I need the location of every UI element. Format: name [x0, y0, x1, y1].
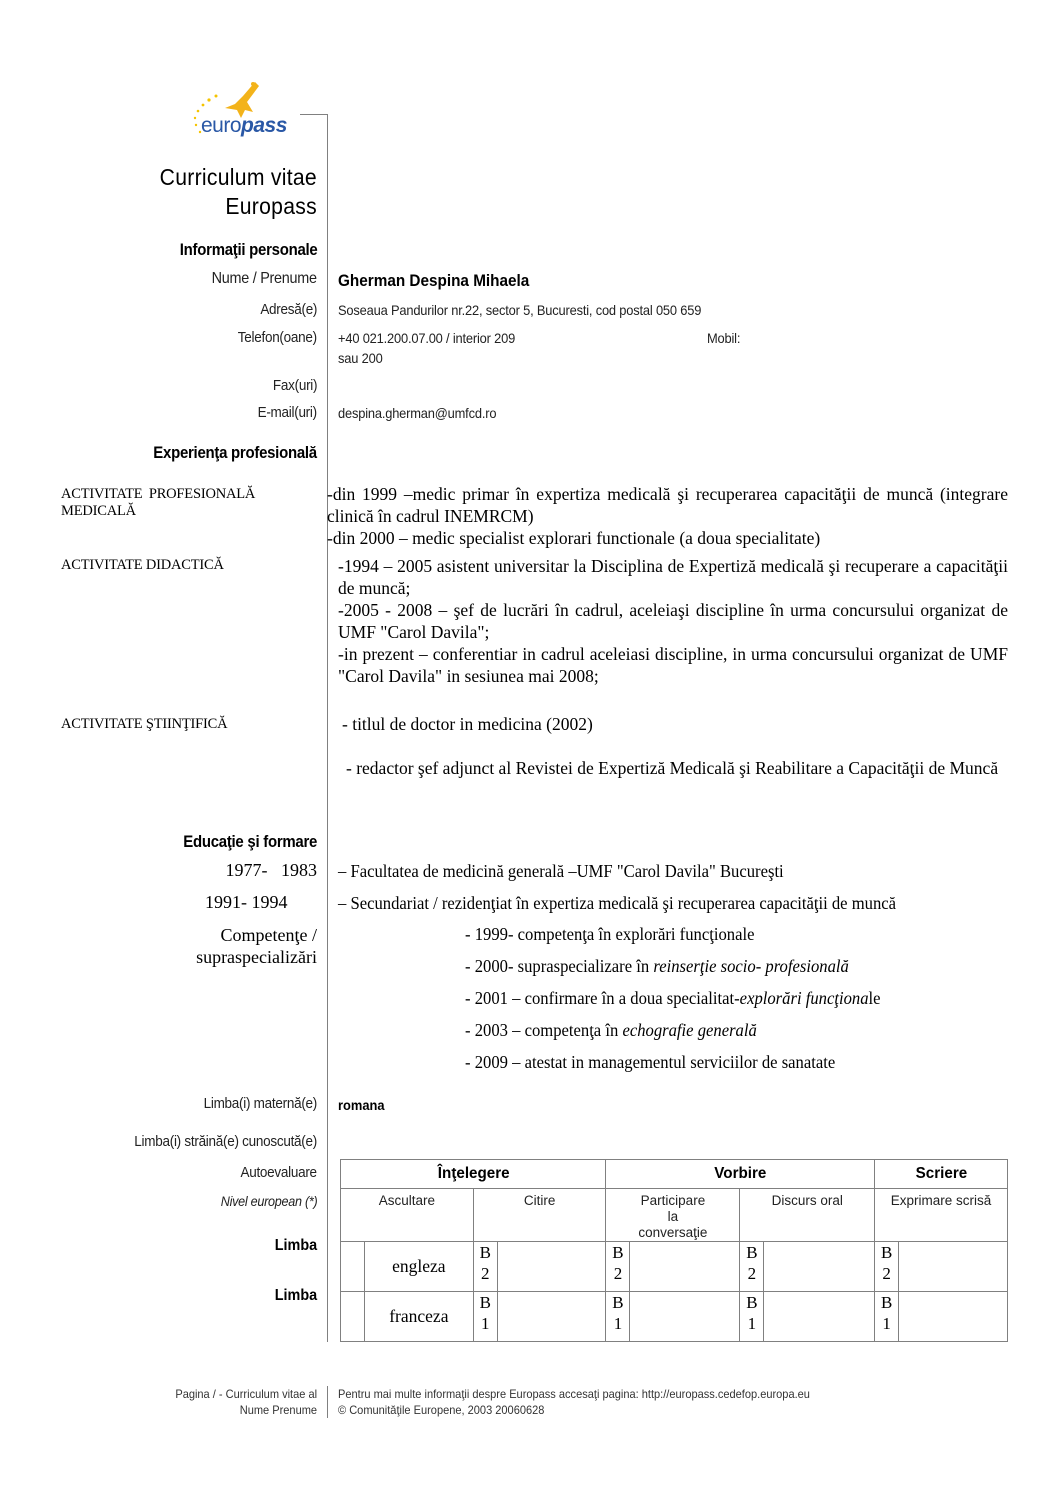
mother-language-label: Limba(i) maternă(e) [203, 1095, 317, 1112]
empty-cell [497, 1242, 606, 1292]
experience-medical-line-1: -din 1999 –medic primar în expertiza medicală şi recuperarea capacităţii de muncă (integrare clinică în cadrul INEMRCM) [327, 484, 1008, 526]
section-heading-education: Educaţie şi formare [183, 832, 317, 851]
footer-left-line1: Pagina / - Curriculum vitae al [175, 1387, 317, 1401]
experience-label-teaching: ACTIVITATE DIDACTICĂ [61, 557, 224, 573]
empty-cell [899, 1292, 1008, 1342]
competence-text-tail: le [868, 988, 881, 1008]
fax-label: Fax(uri) [272, 377, 317, 394]
europass-logo [183, 78, 303, 143]
mother-language-value: romana [338, 1097, 385, 1113]
competence-item [465, 924, 754, 945]
education-text-1: – Facultatea de medicină generală –UMF "Carol Davila" Bucureşti [338, 861, 784, 881]
competence-label [196, 924, 317, 968]
phone-value-line1: +40 021.200.07.00 / interior 209 [338, 330, 516, 346]
experience-teaching-line-2: -2005 - 2008 – şef de lucrări în cadrul, aceleiaşi discipline în urma concursului organizat de UMF "Carol Davila"; [338, 600, 1008, 642]
empty-cell [630, 1292, 740, 1342]
section-heading-personal: Informaţii personale [179, 240, 317, 259]
competence-item [465, 988, 881, 1009]
level-number: 2 [747, 1264, 757, 1283]
empty-cell [497, 1292, 606, 1342]
level-cell [473, 1292, 497, 1342]
competence-text: - 2000- supraspecializare în [465, 956, 654, 976]
level-number: 1 [882, 1314, 891, 1333]
experience-teaching-line-3: -in prezent – conferentiar in cadrul aceleiasi discipline, in urma concursului organizat de UMF "Carol Davila" in sesiunea mai 2008; [338, 644, 1008, 686]
address-label: Adresă(e) [260, 301, 317, 318]
empty-cell [764, 1292, 875, 1342]
phone-label: Telefon(oane) [237, 329, 317, 346]
logo-text-euro: euro [201, 114, 242, 137]
language-row-label-1: Limba [274, 1237, 317, 1254]
competence-item [465, 956, 849, 977]
empty-cell [341, 1292, 365, 1342]
experience-science-text-2 [346, 757, 1008, 779]
subheader-production: Discurs oral [740, 1189, 875, 1242]
competence-text-italic: explorări funcţiona [739, 988, 869, 1008]
empty-cell [630, 1242, 740, 1292]
footer-divider [327, 1386, 328, 1418]
competence-text: - 2003 – competenţa în [465, 1020, 623, 1040]
level-letter: B [746, 1293, 758, 1312]
language-assessment-table [340, 1159, 1008, 1342]
experience-science-line-2: - redactor şef adjunct al Revistei de Expertiză Medicală şi Reabilitare a Capacităţii de Muncă [346, 758, 999, 778]
table-group-header-row [341, 1160, 1008, 1189]
competence-label-line1: Competenţe / [220, 925, 317, 945]
experience-science-text [342, 713, 1008, 735]
logo-rule [300, 114, 328, 115]
subheader-listening: Ascultare [341, 1189, 474, 1242]
empty-cell [341, 1242, 365, 1292]
level-number: 2 [613, 1264, 623, 1283]
level-cell [875, 1292, 899, 1342]
experience-medical-line-2: -din 2000 – medic specialist explorari functionale (a doua specialitate) [327, 528, 821, 548]
level-letter: B [479, 1243, 491, 1262]
footer-left [175, 1386, 317, 1418]
self-assessment-label: Autoevaluare [240, 1164, 317, 1181]
level-number: 1 [613, 1314, 623, 1333]
cv-title-line1: Curriculum vitae [159, 164, 317, 190]
cv-title-line2: Europass [225, 193, 317, 219]
experience-label-science: ACTIVITATE ŞTIINŢIFICĂ [61, 716, 228, 732]
experience-teaching-line-1: -1994 – 2005 asistent universitar la Disciplina de Expertiză medicală şi recuperare a capacităţii de muncă; [338, 556, 1008, 598]
subheader-reading: Citire [473, 1189, 606, 1242]
competence-text: - 2001 – confirmare în a doua specialitat- [465, 988, 740, 1008]
competence-text-italic: echografie generală [622, 1020, 757, 1040]
column-divider [327, 114, 328, 1342]
language-name: engleza [364, 1242, 473, 1292]
level-cell [875, 1242, 899, 1292]
experience-medical-text [327, 483, 1008, 549]
empty-cell [764, 1242, 875, 1292]
level-cell [606, 1292, 630, 1342]
competence-text: - 1999- competenţa în explorări funcţionale [465, 924, 755, 944]
table-row [341, 1292, 1008, 1342]
address-value: Soseaua Pandurilor nr.22, sector 5, Bucuresti, cod postal 050 659 [338, 302, 702, 318]
level-cell [740, 1242, 764, 1292]
competence-text: - 2009 – atestat in managementul serviciilor de sanatate [465, 1052, 836, 1072]
section-heading-experience: Experienţa profesională [153, 443, 317, 462]
email-value: despina.gherman@umfcd.ro [338, 405, 497, 421]
education-period-2: 1991- 1994 [205, 892, 288, 912]
footer-left-line2: Nume Prenume [239, 1403, 317, 1417]
level-cell [473, 1242, 497, 1292]
name-value: Gherman Despina Mihaela [338, 271, 530, 290]
education-period-1: 1977- 1983 [225, 860, 317, 880]
level-letter: B [880, 1293, 893, 1312]
experience-label-medical: ACTIVITATE PROFESIONALĂ MEDICALĂ [61, 486, 256, 519]
subheader-interaction: Participare la conversaţie [606, 1189, 740, 1242]
footer-info-link: Pentru mai multe informaţii despre Europass accesaţi pagina: http://europass.cedefop.europa.eu [338, 1387, 810, 1401]
group-header-speaking: Vorbire [613, 1160, 868, 1189]
level-cell [606, 1242, 630, 1292]
table-row [341, 1242, 1008, 1292]
level-number: 1 [481, 1314, 490, 1333]
foreign-language-label: Limba(i) străină(e) cunoscută(e) [134, 1133, 317, 1150]
level-number: 2 [481, 1264, 490, 1283]
level-number: 1 [747, 1314, 757, 1333]
level-letter: B [746, 1243, 758, 1262]
language-row-label-2: Limba [274, 1287, 317, 1304]
level-number: 2 [882, 1264, 891, 1283]
level-letter: B [880, 1243, 893, 1262]
empty-cell [899, 1242, 1008, 1292]
education-text-2: – Secundariat / rezidenţiat în expertiza medicală şi recuperarea capacităţii de muncă [338, 893, 897, 913]
mobile-label: Mobil: [707, 330, 741, 346]
table-subheader-row [341, 1189, 1008, 1242]
cv-title [160, 163, 317, 221]
language-name: franceza [364, 1292, 473, 1342]
footer-copyright: © Comunităţile Europene, 2003 20060628 [338, 1403, 545, 1417]
logo-text-pass: pass [241, 114, 287, 137]
level-letter: B [612, 1293, 624, 1312]
name-label: Nume / Prenume [211, 270, 317, 287]
level-letter: B [479, 1293, 491, 1312]
group-header-writing: Scriere [878, 1160, 1004, 1189]
competence-item [465, 1052, 835, 1073]
competence-text-italic: reinserţie socio- profesională [653, 956, 849, 976]
footer-right [338, 1386, 810, 1418]
competence-label-line2: supraspecializări [196, 947, 317, 967]
experience-teaching-text [338, 555, 1008, 687]
phone-value-line2: sau 200 [338, 350, 383, 366]
level-cell [740, 1292, 764, 1342]
level-letter: B [612, 1243, 624, 1262]
email-label: E-mail(uri) [257, 404, 317, 421]
european-level-label: Nivel european (*) [220, 1193, 317, 1209]
competence-item [465, 1020, 757, 1041]
subheader-writing: Exprimare scrisă [875, 1189, 1008, 1242]
group-header-understanding: Înţelegere [347, 1160, 599, 1189]
experience-science-line-1: - titlul de doctor in medicina (2002) [342, 714, 593, 734]
